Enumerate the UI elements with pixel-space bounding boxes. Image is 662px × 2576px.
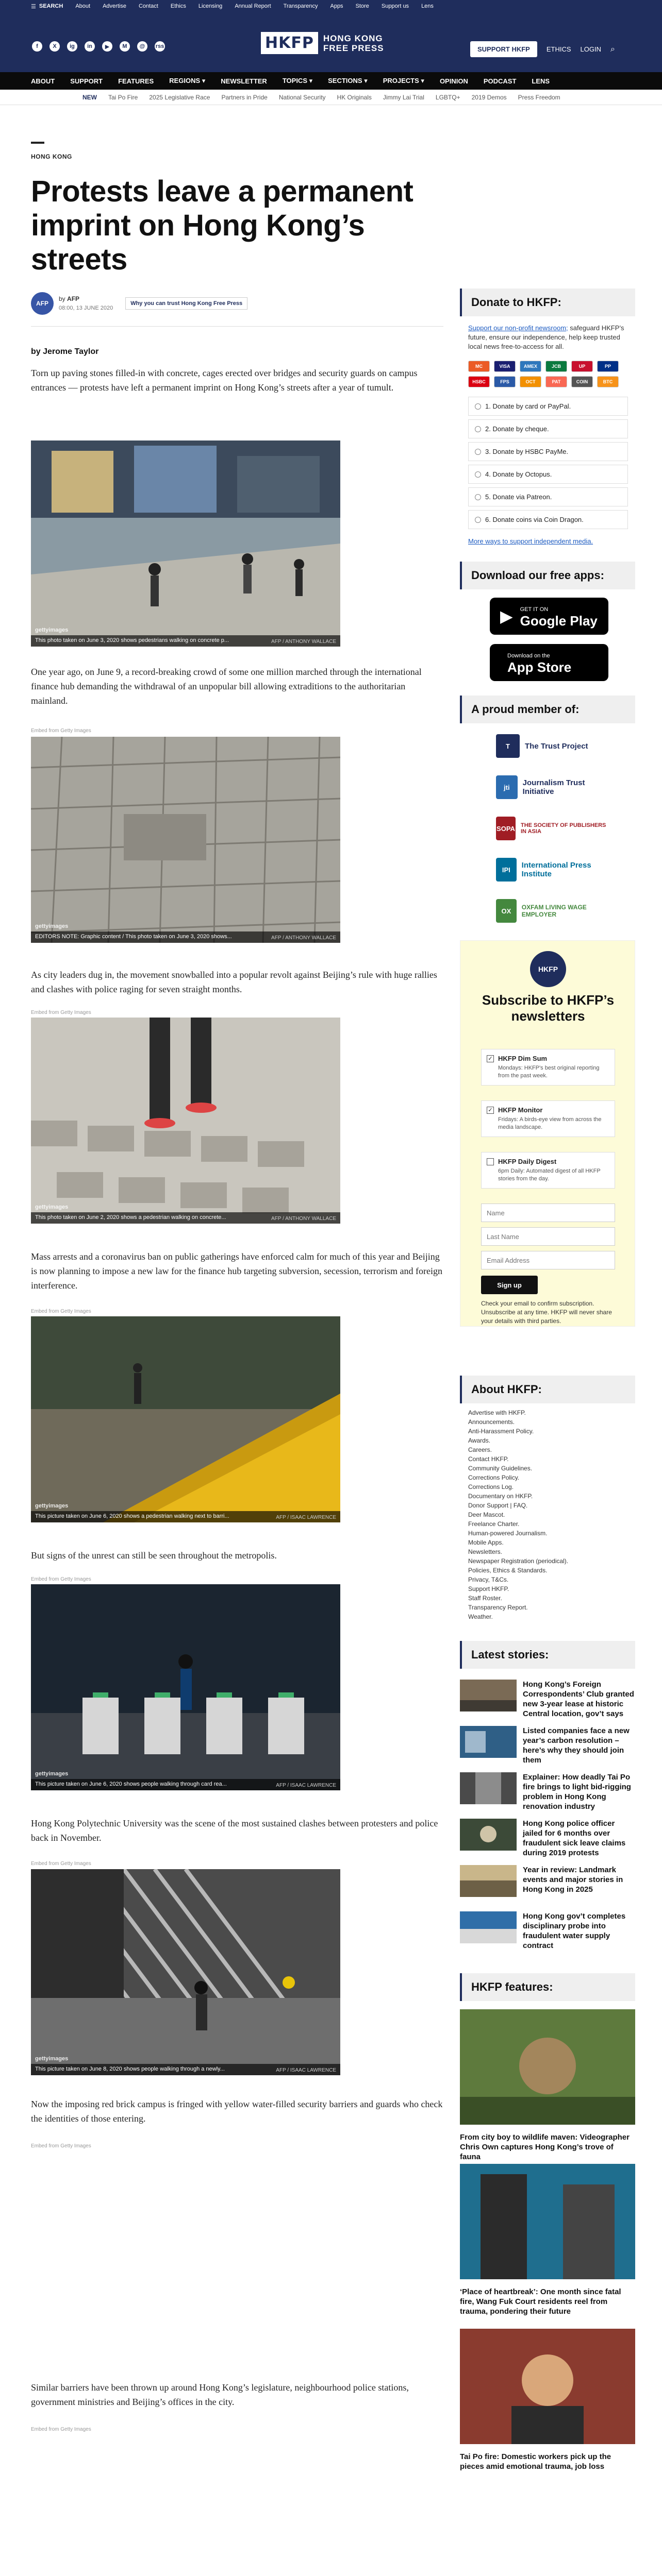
about-links-list — [460, 1409, 635, 1625]
about-link[interactable]: Community Guidelines. — [468, 1465, 533, 1472]
hsbc-icon: HSBC — [468, 376, 490, 387]
topbar-link[interactable]: Contact — [138, 3, 158, 9]
donate-option[interactable]: 3. Donate by HSBC PayMe. — [468, 442, 628, 461]
about-link[interactable]: Support HKFP. — [468, 1585, 509, 1592]
topbar-link[interactable]: Licensing — [198, 3, 223, 9]
radio-icon — [475, 471, 481, 478]
donate-link[interactable]: Support our non-profit newsroom; — [468, 324, 568, 332]
donate-option[interactable]: 6. Donate coins via Coin Dragon. — [468, 510, 628, 529]
about-link[interactable]: Careers. — [468, 1446, 492, 1453]
getty-watermark: gettyimages — [35, 923, 69, 929]
embed-credit[interactable]: Embed from Getty Images — [31, 1010, 91, 1015]
radio-icon — [475, 403, 481, 410]
about-heading: About HKFP: — [460, 1376, 635, 1403]
top-search[interactable]: ☰ SEARCH — [31, 3, 63, 10]
trending-link[interactable]: Partners in Pride — [221, 93, 268, 101]
nav-about[interactable]: ABOUT — [31, 77, 55, 85]
photo-paving-stones — [31, 737, 340, 943]
about-link[interactable]: Contact HKFP. — [468, 1455, 509, 1463]
trending-link[interactable]: 2019 Demos — [471, 93, 507, 101]
article-date: 08:00, 13 JUNE 2020 — [59, 305, 113, 311]
embed-credit[interactable]: Embed from Getty Images — [31, 1861, 91, 1867]
article-paragraph: Now the imposing red brick campus is fringed with yellow water-filled security barriers and guards who check the identities of those entering. — [31, 2099, 443, 2124]
member-jti[interactable]: jti Journalism Trust Initiative — [496, 773, 609, 802]
amex-icon: AMEX — [520, 361, 541, 372]
topbar-link[interactable]: Lens — [421, 3, 434, 9]
topbar-link[interactable]: Apps — [330, 3, 343, 9]
photo-credit: AFP / ISAAC LAWRENCE — [276, 1783, 336, 1788]
story-thumbnail — [460, 1865, 517, 1897]
search-icon[interactable]: ⌕ — [610, 44, 615, 54]
about-link[interactable]: Staff Roster. — [468, 1595, 502, 1602]
photo-caption: This picture taken on June 8, 2020 shows people walking through a newly... AFP / ISAAC LAWRENCE — [31, 2064, 340, 2075]
nav-newsletter[interactable]: NEWSLETTER — [221, 77, 267, 85]
donate-heading: Donate to HKFP: — [460, 289, 635, 316]
jcb-icon: JCB — [545, 361, 567, 372]
facebook-icon[interactable]: f — [32, 41, 42, 52]
donate-option[interactable]: 2. Donate by cheque. — [468, 419, 628, 438]
radio-icon — [475, 494, 481, 500]
photo-crowd-street — [31, 440, 340, 647]
donate-option[interactable]: 5. Donate via Patreon. — [468, 487, 628, 506]
jti-logo: jti — [496, 775, 518, 799]
byline-meta: by AFP 08:00, 13 JUNE 2020 — [59, 294, 113, 313]
article-paragraph: Similar barriers have been thrown up around Hong Kong’s legislature, neighbourhood police stations, government ministries and Beijing’s offices in the city. — [31, 2382, 409, 2407]
photo-polytechnic-campus — [31, 1869, 340, 2075]
about-link[interactable]: Documentary on HKFP. — [468, 1493, 533, 1500]
email-field[interactable] — [481, 1251, 615, 1269]
embed-credit[interactable]: Embed from Getty Images — [31, 1309, 91, 1314]
article-paragraph: Mass arrests and a coronavirus ban on public gatherings have enforced calm for much of this year and Beijing is now planning to impose a new law for the finance hub targeting subversion, secession, terrorism and foreign interference. — [31, 1251, 442, 1291]
getty-watermark: gettyimages — [35, 1771, 69, 1777]
trust-project-logo: T — [496, 734, 520, 758]
photo-yellow-barriers — [31, 1316, 340, 1522]
about-link[interactable]: Newspaper Registration (periodical). — [468, 1557, 569, 1565]
article-paragraph: Torn up paving stones filled-in with concrete, cages erected over bridges and security guards on campus entrances — protests have left a permanent imprint on Hong Kong’s streets after a year of tumult. — [31, 368, 418, 393]
x-icon[interactable]: X — [49, 41, 60, 52]
feature-image — [460, 2329, 635, 2444]
article-photo[interactable] — [31, 1018, 340, 1224]
about-link[interactable]: Privacy, T&Cs. — [468, 1576, 509, 1583]
photo-caption: This photo taken on June 3, 2020 shows pedestrians walking on concrete p... AFP / ANTHONY WALLACE — [31, 635, 340, 647]
latest-story[interactable]: Explainer: How deadly Tai Po fire brings to light bid-rigging problem in Hong Kong renovation industry — [460, 1772, 635, 1811]
apps-heading: Download our free apps: — [460, 562, 635, 589]
nav-regions[interactable]: REGIONS ▾ — [169, 77, 206, 84]
radio-icon — [475, 449, 481, 455]
nav-podcast[interactable]: PODCAST — [483, 77, 517, 85]
about-link[interactable]: Human-powered Journalism. — [468, 1530, 548, 1537]
photo-credit: AFP / ANTHONY WALLACE — [271, 639, 336, 645]
about-link[interactable]: Weather. — [468, 1613, 493, 1620]
coin-icon: COIN — [571, 376, 593, 387]
member-sopa[interactable]: SOPA THE SOCIETY OF PUBLISHERS IN ASIA — [496, 814, 609, 843]
latest-heading: Latest stories: — [460, 1641, 635, 1669]
donate-option[interactable]: 1. Donate by card or PayPal. — [468, 397, 628, 416]
about-link[interactable]: Corrections Log. — [468, 1483, 514, 1490]
getty-watermark: gettyimages — [35, 1204, 69, 1210]
feature-story[interactable]: Tai Po fire: Domestic workers pick up the pieces amid emotional trauma, job loss — [460, 2329, 635, 2471]
nav-sections[interactable]: SECTIONS ▾ — [328, 77, 368, 84]
latest-story[interactable]: Hong Kong police officer jailed for 6 months over fraudulent sick leave claims during 2019 protests — [460, 1819, 635, 1858]
article-paragraph: As city leaders dug in, the movement snowballed into a popular revolt against Beijing’s rule with huge rallies and clashes with police raging for seven straight months. — [31, 970, 437, 994]
nav-projects[interactable]: PROJECTS ▾ — [383, 77, 424, 84]
nav-opinion[interactable]: OPINION — [439, 77, 468, 85]
ipi-logo: IPI — [496, 858, 517, 882]
visa-icon: VISA — [494, 361, 516, 372]
checkbox-icon[interactable]: ✓ — [487, 1055, 494, 1062]
name-field[interactable] — [481, 1204, 615, 1222]
photo-caption: This photo taken on June 2, 2020 shows a pedestrian walking on concrete... AFP / ANTHONY WALLACE — [31, 1212, 340, 1224]
rss-icon[interactable]: rss — [155, 41, 165, 52]
trending-link[interactable]: Press Freedom — [518, 93, 560, 101]
getty-watermark: gettyimages — [35, 2056, 69, 2062]
newsletter-title: Subscribe to HKFP’s newsletters — [482, 992, 615, 1024]
photo-pedestrian-legs — [31, 1018, 340, 1224]
story-thumbnail — [460, 1772, 517, 1804]
about-link[interactable]: Announcements. — [468, 1418, 515, 1426]
photo-credit: AFP / ISAAC LAWRENCE — [276, 1515, 336, 1520]
google-play-icon: ▶ — [500, 607, 513, 625]
ethics-link[interactable]: ETHICS — [546, 45, 571, 53]
article-photo[interactable] — [31, 737, 340, 943]
photo-credit: AFP / ANTHONY WALLACE — [271, 1216, 336, 1222]
more-ways-link[interactable]: More ways to support independent media. — [468, 537, 593, 545]
trending-link[interactable]: 2025 Legislative Race — [149, 93, 210, 101]
nav-features[interactable]: FEATURES — [118, 77, 154, 85]
payment-icons-row — [468, 376, 619, 387]
embed-credit[interactable]: Embed from Getty Images — [31, 2427, 91, 2432]
header-actions — [470, 41, 615, 57]
about-link[interactable]: Anti-Harassment Policy. — [468, 1428, 534, 1435]
topbar-link[interactable]: About — [75, 3, 91, 9]
about-link[interactable]: Mobile Apps. — [468, 1539, 504, 1546]
logo-wordmark: HONG KONG FREE PRESS — [323, 33, 384, 53]
afp-avatar: AFP — [31, 292, 54, 315]
topbar-link[interactable]: Ethics — [170, 3, 186, 9]
trending-link[interactable]: LGBTQ+ — [435, 93, 460, 101]
embed-credit[interactable]: Embed from Getty Images — [31, 728, 91, 734]
linkedin-icon[interactable]: in — [85, 41, 95, 52]
hkfp-logo: HKFP — [530, 951, 566, 987]
article-body — [31, 0, 443, 2576]
about-link[interactable]: Newsletters. — [468, 1548, 503, 1555]
instagram-icon[interactable]: ig — [67, 41, 77, 52]
member-trust-project[interactable]: T The Trust Project — [496, 732, 609, 760]
topbar-link[interactable]: Annual Report — [235, 3, 271, 9]
nav-topics[interactable]: TOPICS ▾ — [282, 77, 313, 84]
article-headline: Protests leave a permanent imprint on Hong Kong’s streets — [31, 175, 413, 276]
article-category[interactable]: HONG KONG — [31, 153, 72, 160]
sidebar — [460, 289, 635, 2576]
about-link[interactable]: Corrections Policy. — [468, 1474, 520, 1481]
article-paragraph: Hong Kong Polytechnic University was the scene of the most sustained clashes between protesters and police back in November. — [31, 1818, 438, 1843]
story-thumbnail — [460, 1911, 517, 1943]
article-photo[interactable] — [31, 440, 340, 647]
article-photo[interactable] — [31, 1316, 340, 1522]
nav-lens[interactable]: LENS — [532, 77, 550, 85]
latest-story[interactable]: Hong Kong’s Foreign Correspondents’ Club granted new 3-year lease at historic Central location, gov’t says — [460, 1680, 635, 1719]
members-heading: A proud member of: — [460, 696, 635, 723]
photo-caption: EDITORS NOTE: Graphic content / This photo taken on June 3, 2020 shows... AFP / ANTHONY WALLACE — [31, 931, 340, 943]
photo-credit: AFP / ISAAC LAWRENCE — [276, 2067, 336, 2073]
support-hkfp-button[interactable]: SUPPORT HKFP — [470, 41, 537, 57]
fps-icon: FPS — [494, 376, 516, 387]
mastercard-icon: MC — [468, 361, 490, 372]
last-name-field[interactable] — [481, 1227, 615, 1246]
payment-icons-row — [468, 361, 619, 372]
sopa-logo: SOPA — [496, 817, 516, 840]
radio-icon — [475, 426, 481, 432]
embed-credit[interactable]: Embed from Getty Images — [31, 1577, 91, 1582]
about-link[interactable]: Freelance Charter. — [468, 1520, 520, 1528]
embed-credit[interactable]: Embed from Getty Images — [31, 2143, 91, 2149]
about-link[interactable]: Transparency Report. — [468, 1604, 528, 1611]
article-paragraph: But signs of the unrest can still be seen throughout the metropolis. — [31, 1550, 277, 1561]
member-oxfam[interactable]: OX OXFAM LIVING WAGE EMPLOYER — [496, 896, 609, 925]
nav-support[interactable]: SUPPORT — [70, 77, 103, 85]
newsletter-option-monitor[interactable]: ✓ HKFP Monitor Fridays: A birds-eye view from across the media landscape. — [481, 1100, 615, 1137]
newsletter-note: Check your email to confirm subscription. Unsubscribe at any time. HKFP will never share your details with third parties. — [481, 1300, 612, 1325]
checkbox-icon[interactable]: ✓ — [487, 1107, 494, 1114]
newsletter-signup — [460, 940, 635, 1327]
trending-link[interactable]: Jimmy Lai Trial — [383, 93, 424, 101]
features-heading: HKFP features: — [460, 1973, 635, 2001]
photo-caption: This picture taken on June 6, 2020 shows people walking through card rea... AFP / ISAAC LAWRENCE — [31, 1779, 340, 1790]
latest-story[interactable]: Hong Kong gov’t completes disciplinary probe into fraudulent water supply contract — [460, 1911, 635, 1951]
trending-link[interactable]: Tai Po Fire — [108, 93, 138, 101]
article-paragraph: One year ago, on June 9, a record-breaking crowd of some one million marched through the international finance hub demanding the withdrawal of an unpopular bill allowing extraditions to the authoritarian mainland. — [31, 667, 422, 706]
oxfam-logo: OX — [496, 899, 517, 923]
trust-badge[interactable]: Why you can trust Hong Kong Free Press — [125, 297, 247, 310]
topbar-link[interactable]: Support us — [381, 3, 409, 9]
login-link[interactable]: LOGIN — [580, 45, 601, 53]
trending-link[interactable]: HK Originals — [337, 93, 372, 101]
radio-icon — [475, 517, 481, 523]
mastodon-icon[interactable]: M — [120, 41, 130, 52]
patreon-icon: PAT — [545, 376, 567, 387]
feature-story[interactable]: From city boy to wildlife maven: Videographer Chris Own captures Hong Kong’s trove of fauna — [460, 2009, 635, 2162]
byline-source[interactable]: AFP — [67, 295, 80, 302]
photo-card-readers — [31, 1584, 340, 1790]
getty-watermark: gettyimages — [35, 627, 69, 633]
donate-text: Support our non-profit newsroom; safeguard HKFP’s future, ensure our independence, help keep trusted local news free-to-access for all. — [468, 324, 624, 350]
story-thumbnail — [460, 1819, 517, 1851]
logo-mark: HKFP — [261, 32, 318, 54]
trending-link[interactable]: National Security — [278, 93, 326, 101]
search-icon: ☰ — [31, 3, 36, 10]
about-link[interactable]: Deer Mascot. — [468, 1511, 505, 1518]
story-thumbnail — [460, 1680, 517, 1711]
octopus-icon: OCT — [520, 376, 541, 387]
about-link[interactable]: Awards. — [468, 1437, 491, 1444]
about-link[interactable]: Policies, Ethics & Standards. — [468, 1567, 548, 1574]
article-photo[interactable] — [31, 1869, 340, 2075]
bitcoin-icon: BTC — [597, 376, 619, 387]
feature-image — [460, 2164, 635, 2279]
email-icon[interactable]: @ — [137, 41, 147, 52]
paypal-icon: PP — [597, 361, 619, 372]
trending-label: NEW — [82, 93, 97, 101]
topbar-link[interactable]: Store — [355, 3, 369, 9]
photo-credit: AFP / ANTHONY WALLACE — [271, 935, 336, 941]
latest-story[interactable]: Listed companies face a new year’s carbon resolution – here’s why they should join them — [460, 1726, 635, 1765]
donate-option[interactable]: 4. Donate by Octopus. — [468, 465, 628, 484]
app-store-button[interactable]: Download on the App Store — [490, 644, 608, 681]
feature-story[interactable]: ‘Place of heartbreak’: One month since fatal fire, Wang Fuk Court residents reel from trauma, pondering their future — [460, 2164, 635, 2316]
article-author: by Jerome Taylor — [31, 347, 99, 356]
checkbox-icon[interactable] — [487, 1158, 494, 1165]
about-link[interactable]: Donor Support | FAQ. — [468, 1502, 528, 1509]
newsletter-option-daily-digest[interactable]: HKFP Daily Digest 6pm Daily: Automated digest of all HKFP stories from the day. — [481, 1152, 615, 1189]
story-thumbnail — [460, 1726, 517, 1758]
getty-watermark: gettyimages — [35, 1503, 69, 1509]
topbar-link[interactable]: Transparency — [283, 3, 318, 9]
feature-image — [460, 2009, 635, 2125]
sign-up-button[interactable]: Sign up — [481, 1276, 538, 1294]
unionpay-icon: UP — [571, 361, 593, 372]
article-photo[interactable] — [31, 1584, 340, 1790]
photo-caption: This picture taken on June 6, 2020 shows a pedestrian walking next to barri... AFP / ISAAC LAWRENCE — [31, 1511, 340, 1522]
about-link[interactable]: Advertise with HKFP. — [468, 1409, 526, 1416]
latest-story[interactable]: Year in review: Landmark events and major stories in Hong Kong in 2025 — [460, 1865, 635, 1897]
topbar-link[interactable]: Advertise — [103, 3, 126, 9]
google-play-button[interactable]: ▶ GET IT ON Google Play — [490, 598, 608, 635]
youtube-icon[interactable]: ▶ — [102, 41, 112, 52]
member-ipi[interactable]: IPI International Press Institute — [496, 855, 609, 884]
newsletter-option-dim-sum[interactable]: ✓ HKFP Dim Sum Mondays: HKFP's best original reporting from the past week. — [481, 1049, 615, 1086]
